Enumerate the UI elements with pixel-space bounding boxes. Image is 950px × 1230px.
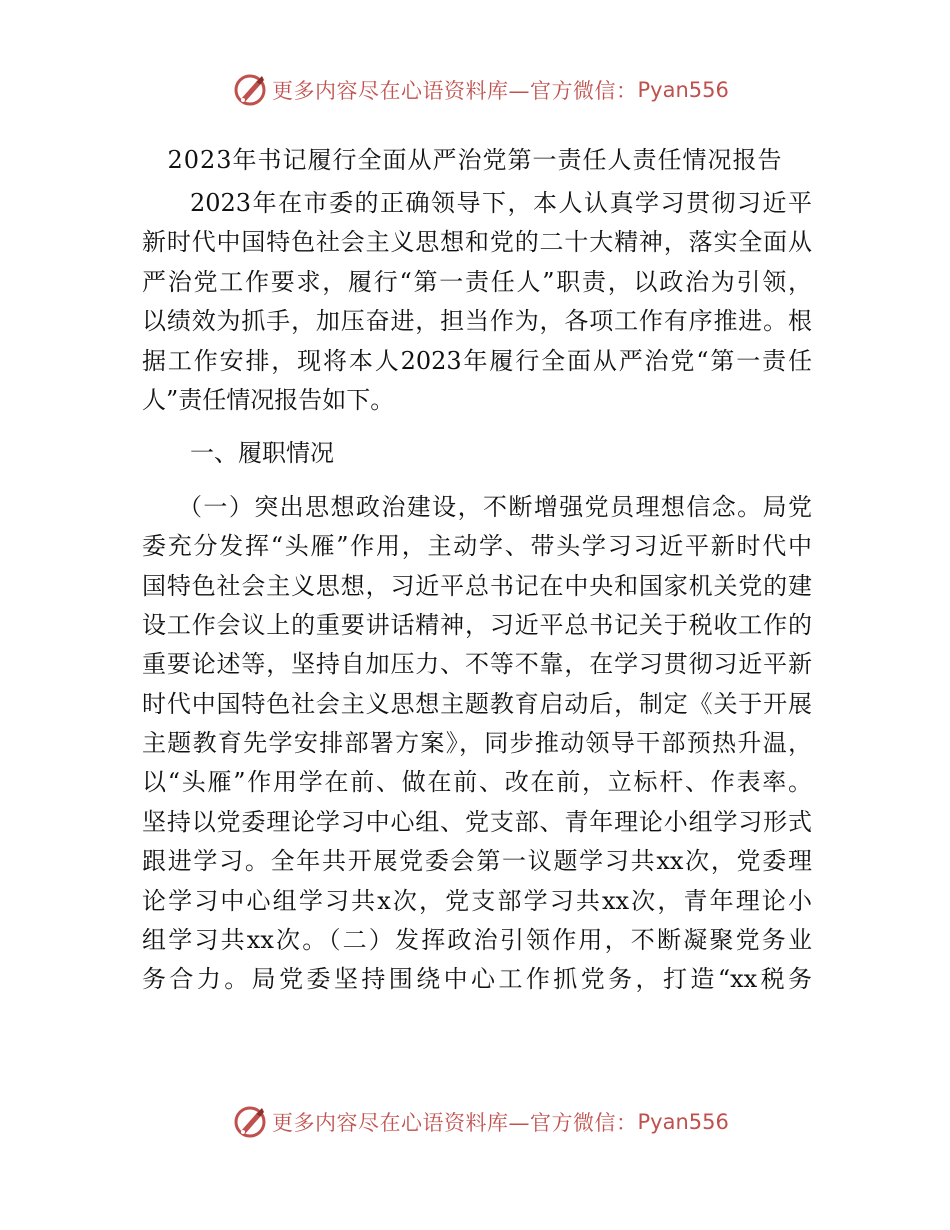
document-title: 2023年书记履行全面从严治党第一责任人责任情况报告 — [167, 146, 783, 174]
section-heading: 一、履职情况 — [190, 439, 334, 468]
para2-line: 论学习中心组学习共x次，党支部学习共xx次，青年理论小 — [142, 886, 812, 915]
para1-line: 2023年在市委的正确领导下，本人认真学习贯彻习近平 — [190, 189, 812, 217]
para2-line: 以“头雁”作用学在前、做在前、改在前，立标杆、作表率。 — [142, 768, 812, 797]
para2-line: 重要论述等，坚持自加压力、不等不靠，在学习贯彻习近平新 — [142, 650, 812, 679]
para1-line: 新时代中国特色社会主义思想和党的二十大精神，落实全面从 — [142, 228, 812, 257]
para1-line: 严治党工作要求，履行“第一责任人”职责，以政治为引领， — [142, 267, 812, 296]
para1-line: 以绩效为抓手，加压奋进，担当作为，各项工作有序推进。根 — [142, 307, 812, 336]
banner-wechat-id: Pyan556 — [637, 1110, 729, 1134]
footer-banner — [232, 1102, 729, 1142]
banner-wechat-id: Pyan556 — [637, 78, 729, 102]
header-banner — [232, 70, 729, 110]
para2-line: 设工作会议上的重要讲话精神，习近平总书记关于税收工作的 — [142, 610, 812, 639]
para1-line: 人”责任情况报告如下。 — [142, 385, 395, 414]
para2-line: 务合力。局党委坚持围绕中心工作抓党务，打造“xx税务 — [142, 965, 812, 994]
document-body — [142, 184, 812, 1000]
para2-line: 跟进学习。全年共开展党委会第一议题学习共xx次，党委理 — [142, 847, 812, 876]
para1-line: 据工作安排，现将本人2023年履行全面从严治党“第一责任 — [142, 346, 812, 375]
para2-line: （一）突出思想政治建设，不断增强党员理想信念。局党 — [178, 492, 812, 521]
para2-line: 组学习共xx次。（二）发挥政治引领作用，不断凝聚党务业 — [142, 926, 812, 955]
banner-text: 更多内容尽在心语资料库—官方微信： — [272, 79, 638, 103]
pen-logo-icon — [232, 72, 268, 108]
banner-text: 更多内容尽在心语资料库—官方微信： — [272, 1111, 638, 1135]
pen-logo-icon — [232, 1104, 268, 1140]
para2-line: 时代中国特色社会主义思想主题教育启动后，制定《关于开展 — [142, 689, 812, 718]
para2-line: 委充分发挥“头雁”作用，主动学、带头学习习近平新时代中 — [142, 532, 812, 561]
para2-line: 主题教育先学安排部署方案》，同步推动领导干部预热升温， — [142, 729, 812, 758]
para2-line: 坚持以党委理论学习中心组、党支部、青年理论小组学习形式 — [142, 807, 812, 836]
para2-line: 国特色社会主义思想，习近平总书记在中央和国家机关党的建 — [142, 571, 812, 600]
